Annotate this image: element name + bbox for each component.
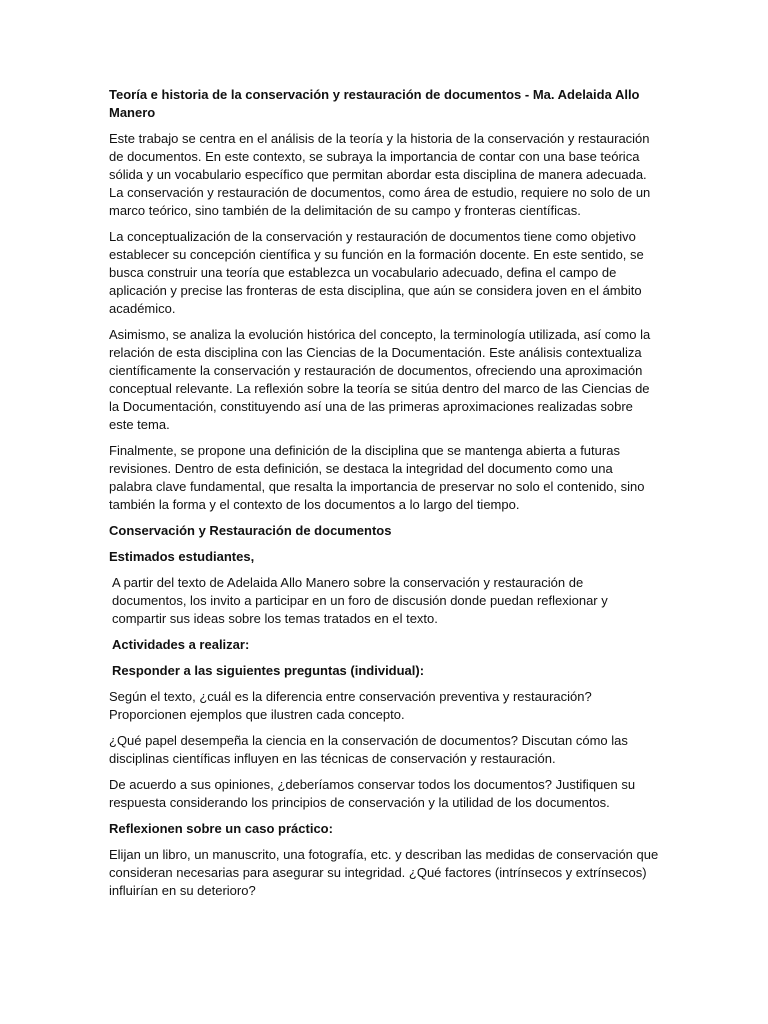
question-1: Según el texto, ¿cuál es la diferencia entre conservación preventiva y restauración? Proporcionen ejemplos que ilustren cada concepto. xyxy=(109,689,592,722)
paragraph-history: Asimismo, se analiza la evolución histórica del concepto, la terminología utilizada, así como la relación de esta disciplina con las Ciencias de la Documentación. Este análisis contextualiza científicamente la conservación y restauración de documentos, ofreciendo una aproximación conceptual relevante. La reflexión sobre la teoría se sitúa dentro del marco de las Ciencias de la Documentación, constituyendo así una de las primeras aproximaciones realizadas sobre este tema. xyxy=(109,327,651,432)
question-3: De acuerdo a sus opiniones, ¿deberíamos conservar todos los documentos? Justifiquen su respuesta considerando los principios de conservación y la utilidad de los documentos. xyxy=(109,777,636,810)
forum-intro: A partir del texto de Adelaida Allo Manero sobre la conservación y restauración de documentos, los invito a participar en un foro de discusión donde puedan reflexionar y compartir sus ideas sobre los temas tratados en el texto. xyxy=(112,575,608,626)
case-text: Elijan un libro, un manuscrito, una fotografía, etc. y describan las medidas de conservación que consideran necesarias para asegurar su integridad. ¿Qué factores (intrínsecos y extrínsecos) influirían en su deterioro? xyxy=(109,847,659,898)
document-title: Teoría e historia de la conservación y restauración de documentos - Ma. Adelaida Allo Manero xyxy=(109,87,640,120)
questions-heading: Responder a las siguientes preguntas (individual): xyxy=(112,663,425,678)
paragraph-conceptualization: La conceptualización de la conservación y restauración de documentos tiene como objetivo establecer su concepción científica y su función en la formación docente. En este sentido, se busca construir una teoría que establezca un vocabulario adecuado, defina el campo de aplicación y precise las fronteras de esta disciplina, que aún se considera joven en el ámbito académico. xyxy=(109,229,644,316)
activities-heading: Actividades a realizar: xyxy=(112,637,250,652)
document-page xyxy=(109,86,659,908)
greeting: Estimados estudiantes, xyxy=(109,549,255,564)
case-heading: Reflexionen sobre un caso práctico: xyxy=(109,821,333,836)
paragraph-definition: Finalmente, se propone una definición de la disciplina que se mantenga abierta a futuras revisiones. Dentro de esta definición, se destaca la integridad del documento como una palabra clave fundamental, que resalta la importancia de preservar no solo el contenido, sino también la forma y el contexto de los documentos a lo largo del tiempo. xyxy=(109,443,645,512)
section-heading: Conservación y Restauración de documentos xyxy=(109,523,392,538)
paragraph-intro-theory: Este trabajo se centra en el análisis de la teoría y la historia de la conservación y restauración de documentos. En este contexto, se subraya la importancia de contar con una base teórica sólida y un vocabulario específico que permitan abordar esta disciplina de manera adecuada. La conservación y restauración de documentos, como área de estudio, requiere no solo de un marco teórico, sino también de la delimitación de su campo y fronteras científicas. xyxy=(109,131,651,218)
question-2: ¿Qué papel desempeña la ciencia en la conservación de documentos? Discutan cómo las disciplinas científicas influyen en las técnicas de conservación y restauración. xyxy=(109,733,628,766)
